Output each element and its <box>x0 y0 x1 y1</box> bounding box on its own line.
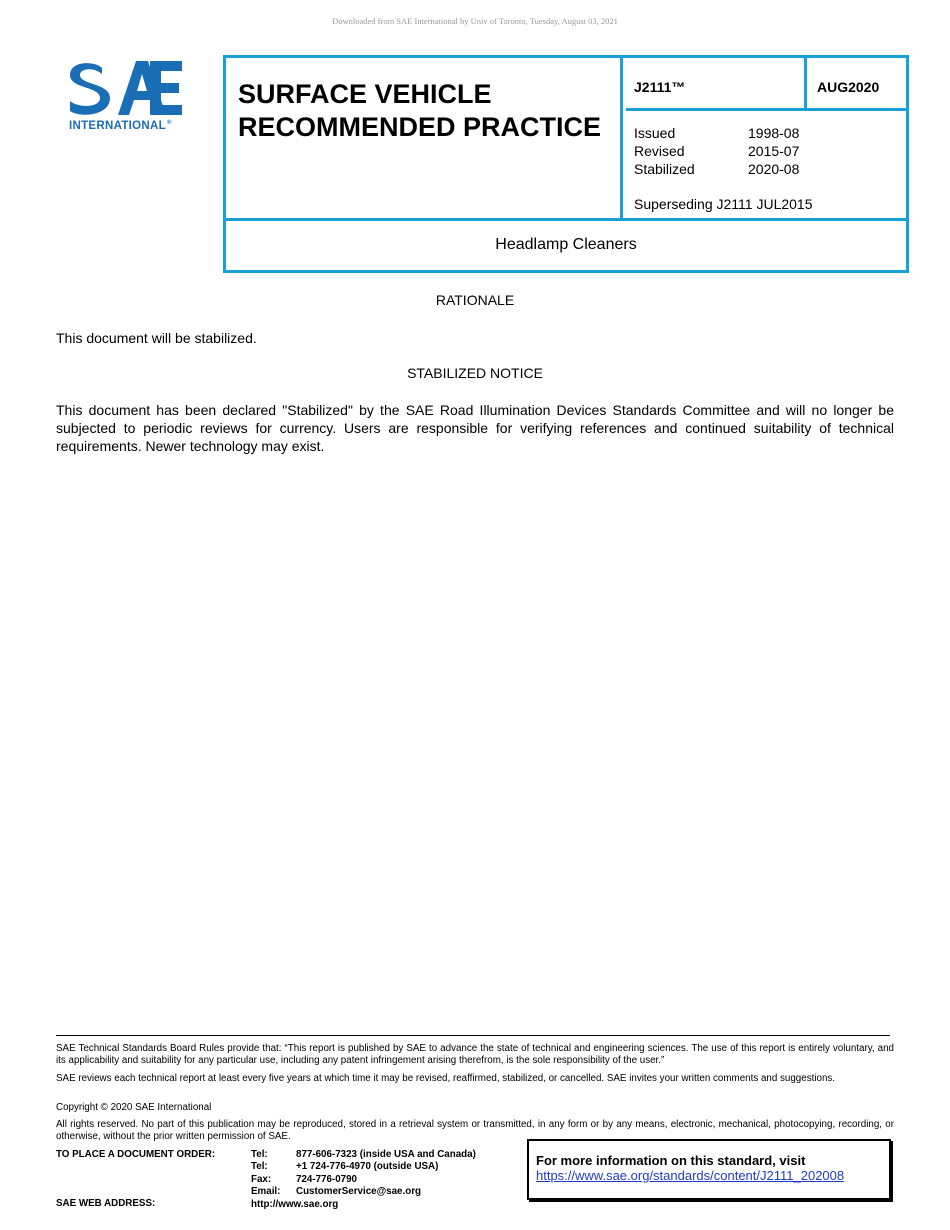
header-title-cell <box>226 58 623 218</box>
sae-logo-mark <box>66 58 186 118</box>
status-stabilized: Stabilized 2020-08 <box>634 161 800 177</box>
notice-heading: STABILIZED NOTICE <box>407 365 543 381</box>
contact-tel-international: Tel: +1 724-776-4970 (outside USA) <box>251 1161 439 1173</box>
status-list <box>634 124 799 178</box>
rights-text: All rights reserved. No part of this publication may be reproduced, stored in a retrieval system or transmitted, in any form or by any means, electronic, mechanical, photocopying, recording, or otherwise, without the prior written permission of SAE. <box>56 1119 894 1143</box>
web-address-link[interactable]: http://www.sae.org <box>251 1198 339 1210</box>
board-rules-text: SAE Technical Standards Board Rules provide that: “This report is published by SAE to advance the state of technical and engineering sciences. The use of this report is entirely voluntary, and its applicability and suitability for any particular use, including any patent infringement arising therefrom, is the sole responsibility of the user.” <box>56 1043 894 1067</box>
status-issued: Issued 1998-08 <box>634 125 800 141</box>
order-label: TO PLACE A DOCUMENT ORDER: <box>56 1149 216 1160</box>
header-divider <box>226 218 906 221</box>
review-text: SAE reviews each technical report at least every five years at which time it may be revised, reaffirmed, stabilized, or cancelled. SAE invites your written comments and suggestions. <box>56 1073 836 1084</box>
contact-email[interactable]: Email: CustomerService@sae.org <box>251 1186 421 1198</box>
contact-fax: Fax: 724-776-0790 <box>251 1173 358 1185</box>
document-subject: Headlamp Cleaners <box>495 236 637 253</box>
more-info-title: For more information on this standard, visit <box>536 1153 806 1168</box>
status-revised: Revised 2015-07 <box>634 143 800 159</box>
rationale-text: This document will be stabilized. <box>56 330 257 346</box>
header-box <box>223 55 909 273</box>
header-divider <box>626 108 906 111</box>
footer-divider <box>56 1035 890 1036</box>
rationale-heading: RATIONALE <box>435 292 515 308</box>
superseding-note: Superseding J2111 JUL2015 <box>634 196 813 212</box>
web-address-label: SAE WEB ADDRESS: <box>56 1198 156 1209</box>
download-note: Downloaded from SAE International by Univ of Toronto, Tuesday, August 03, 2021 <box>332 16 618 26</box>
more-info-box <box>527 1139 891 1200</box>
document-number-cell <box>626 58 807 111</box>
sae-logo <box>66 58 190 138</box>
document-date: AUG2020 <box>817 79 880 95</box>
order-contacts <box>251 1149 476 1211</box>
logo-subtitle: INTERNATIONAL® <box>69 120 172 132</box>
notice-text: This document has been declared "Stabilized" by the SAE Road Illumination Devices Standards Committee and will no longer be subjected to periodic reviews for currency. Users are responsible for verifying references and continued suitability of technical requirements. Newer technology may exist. <box>56 402 894 454</box>
standard-link[interactable]: https://www.sae.org/standards/content/J2111_202008 <box>536 1168 845 1183</box>
contact-tel-domestic: Tel: 877-606-7323 (inside USA and Canada) <box>251 1149 476 1160</box>
document-date-cell <box>810 58 906 111</box>
document-number: J2111™ <box>634 79 686 95</box>
document-type-title: SURFACE VEHICLE RECOMMENDED PRACTICE <box>238 79 602 142</box>
copyright-text: Copyright © 2020 SAE International <box>56 1102 212 1113</box>
